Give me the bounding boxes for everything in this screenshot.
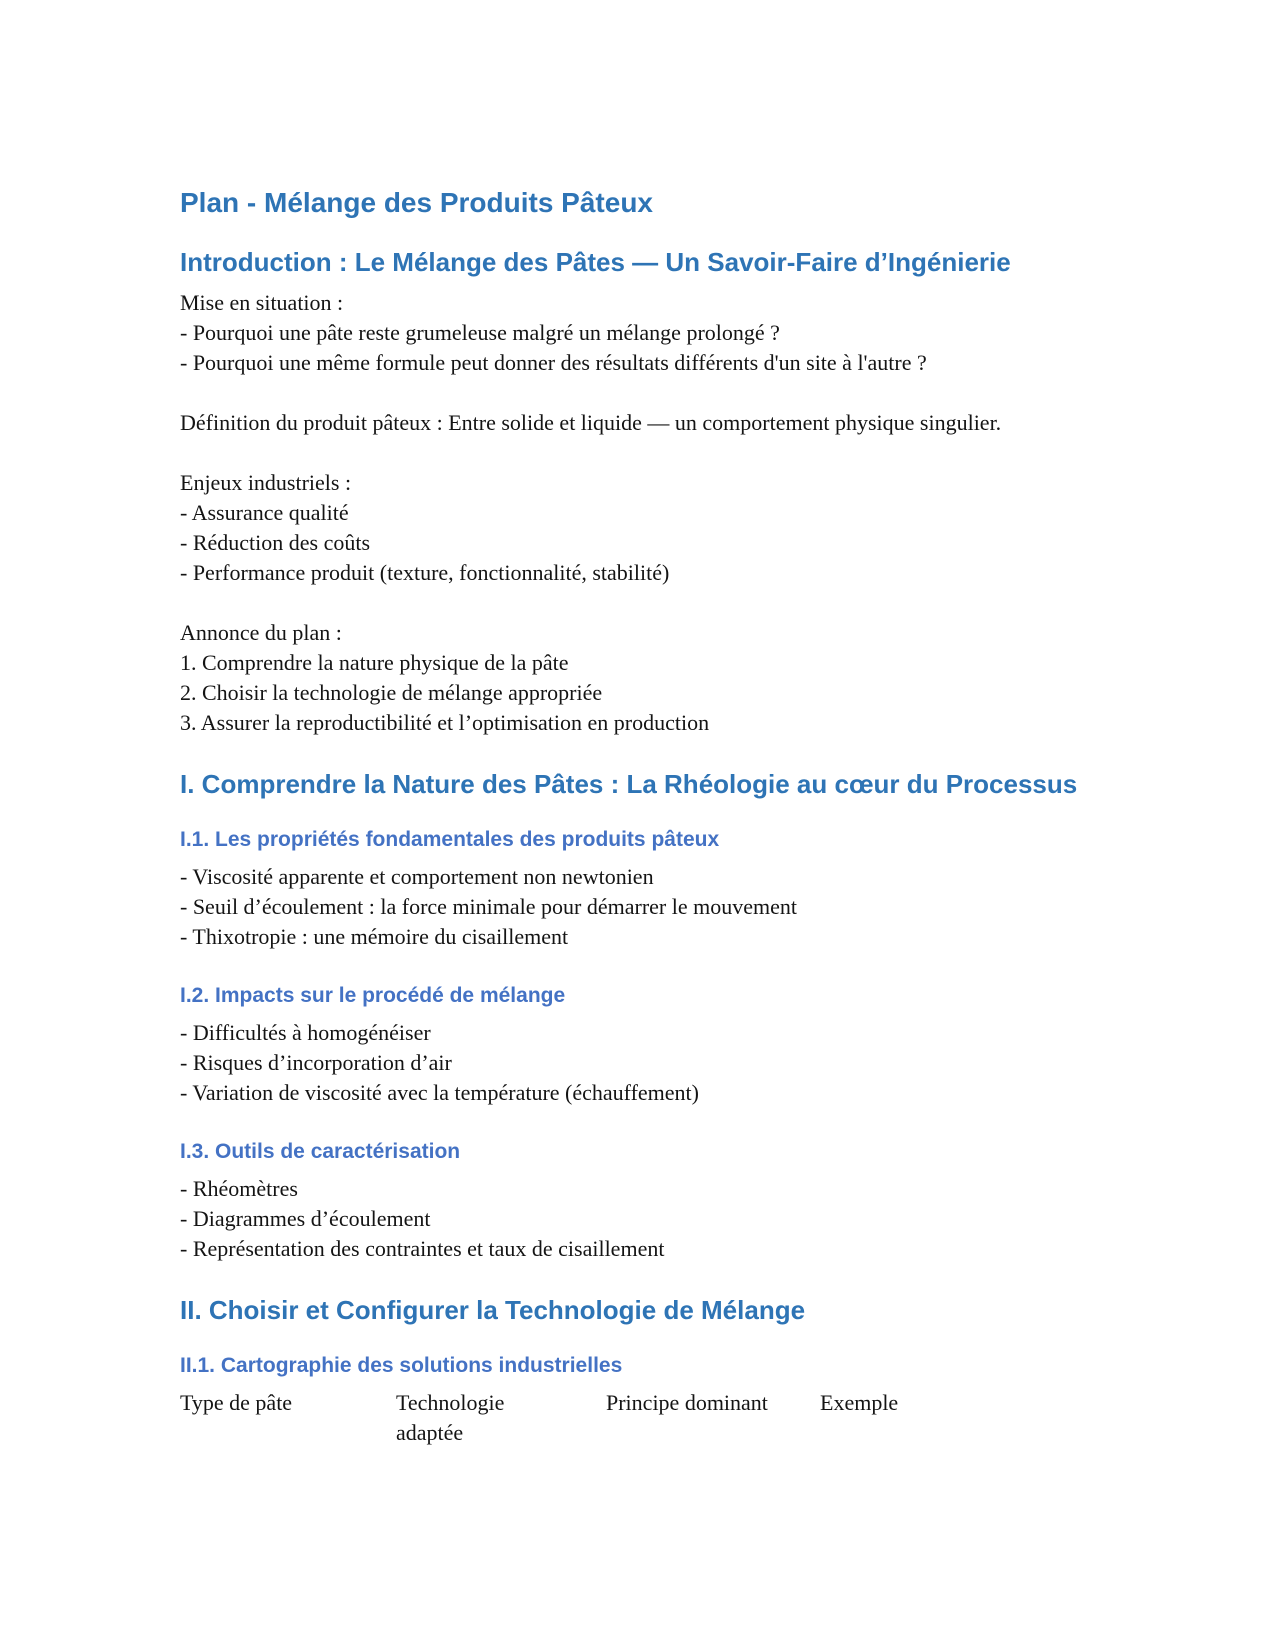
table-header-cell: Principe dominant [606,1390,768,1415]
bullet-line: - Viscosité apparente et comportement non newtonien [180,864,654,889]
table-header-cell: Technologie adaptée [396,1390,505,1445]
section-1-heading: I. Comprendre la Nature des Pâtes : La Rhéologie au cœur du Processus [180,769,1078,799]
numbered-line: 2. Choisir la technologie de mélange appropriée [180,680,603,705]
bullet-line: - Performance produit (texture, fonctionnalité, stabilité) [180,560,670,585]
paragraph-situation [180,288,1097,378]
text-line: Annonce du plan : [180,620,342,645]
paragraph-definition: Définition du produit pâteux : Entre solide et liquide — un comportement physique singulier. [180,410,1002,435]
document-title: Plan - Mélange des Produits Pâteux [180,187,654,218]
numbered-line: 1. Comprendre la nature physique de la pâte [180,650,569,675]
subsection-1-1-list [180,862,1097,952]
bullet-line: - Pourquoi une pâte reste grumeleuse malgré un mélange prolongé ? [180,320,780,345]
paragraph-plan [180,618,1097,738]
subsection-1-2-list [180,1018,1097,1108]
subsection-1-1-heading: I.1. Les propriétés fondamentales des produits pâteux [180,828,720,851]
bullet-line: - Réduction des coûts [180,530,371,555]
table-header-row [180,1388,1097,1448]
text-line: Mise en situation : [180,290,344,315]
bullet-line: - Pourquoi une même formule peut donner des résultats différents d'un site à l'autre ? [180,350,927,375]
table-header-cell: Exemple [820,1390,899,1415]
bullet-line: - Difficultés à homogénéiser [180,1020,431,1045]
bullet-line: - Variation de viscosité avec la température (échauffement) [180,1080,699,1105]
bullet-line: - Risques d’incorporation d’air [180,1050,452,1075]
subsection-1-3-heading: I.3. Outils de caractérisation [180,1140,461,1163]
bullet-line: - Représentation des contraintes et taux de cisaillement [180,1236,665,1261]
bullet-line: - Seuil d’écoulement : la force minimale pour démarrer le mouvement [180,894,797,919]
bullet-line: - Assurance qualité [180,500,349,525]
bullet-line: - Diagrammes d’écoulement [180,1206,431,1231]
bullet-line: - Thixotropie : une mémoire du cisaillement [180,924,569,949]
subsection-1-3-list [180,1174,1097,1264]
bullet-line: - Rhéomètres [180,1176,298,1201]
subsection-2-1-heading: II.1. Cartographie des solutions industrielles [180,1354,623,1377]
numbered-line: 3. Assurer la reproductibilité et l’optimisation en production [180,710,710,735]
paragraph-enjeux [180,468,1097,588]
table-header-cell: Type de pâte [180,1390,293,1415]
subsection-1-2-heading: I.2. Impacts sur le procédé de mélange [180,984,566,1007]
section-2-heading: II. Choisir et Configurer la Technologie de Mélange [180,1295,806,1325]
intro-heading: Introduction : Le Mélange des Pâtes — Un Savoir-Faire d’Ingénierie [180,247,1011,277]
text-line: Enjeux industriels : [180,470,352,495]
